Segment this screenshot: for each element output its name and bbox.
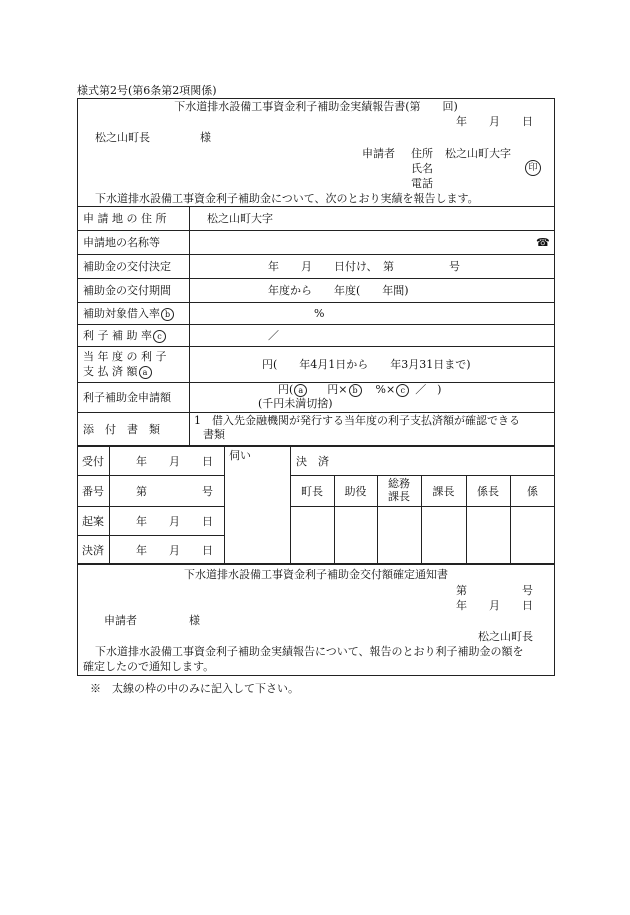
report-date[interactable]: 年 月 日 [456, 115, 533, 128]
addressee: 松之山町長 [95, 131, 150, 144]
mark-c: c [153, 330, 166, 343]
row-label-interest-1: 当 年 度 の 利 子 [83, 350, 167, 363]
settled-label: 決済 [82, 544, 104, 557]
report-intro: 下水道排水設備工事資金利子補助金について、次のとおり実績を報告します。 [95, 192, 479, 205]
row-label-attachment: 添 付 書 類 [83, 423, 160, 436]
row-label-loan-rate: 補助対象借入率 b [83, 307, 174, 321]
row-label-place-name: 申請地の名称等 [83, 236, 160, 249]
settled-date[interactable]: 年 月 日 [136, 544, 213, 557]
row-label-subsidy-rate: 利 子 補 助 率 c [83, 329, 166, 343]
approver-mayor: 町長 [301, 485, 323, 498]
row-divider [77, 230, 555, 231]
row-label-decision: 補助金の交付決定 [83, 260, 171, 273]
row-value-interest[interactable]: 円( 年4月1日から 年3月31日まで) [262, 358, 471, 371]
row-value-address[interactable]: 松之山町大字 [207, 212, 273, 225]
inquiry-label: 伺い [229, 449, 251, 462]
approver-subsection-chief: 係長 [477, 485, 499, 498]
report-title: 下水道排水設備工事資金利子補助金実績報告書(第 回) [174, 100, 458, 113]
notice-addressee: 申請者 [104, 614, 137, 627]
row-label-address: 申 請 地 の 住 所 [83, 212, 167, 225]
received-date[interactable]: 年 月 日 [136, 455, 213, 468]
row-divider [77, 302, 555, 303]
seal-mark: 印 [525, 160, 541, 176]
name-label: 氏名 [411, 162, 433, 175]
number-label: 番号 [82, 485, 104, 498]
row-value-period[interactable]: 年度から 年度( 年間) [268, 284, 409, 297]
phone-icon: ☎ [536, 236, 550, 249]
row-value-attachment-1: 1 借入先金融機関が発行する当年度の利子支払済額が確認できる [194, 414, 520, 427]
received-label: 受付 [82, 455, 104, 468]
row-value-attachment-2: 書類 [203, 428, 225, 441]
row-value-loan-rate[interactable]: % [314, 307, 325, 320]
row-value-subsidy-rate[interactable]: ／ [268, 329, 279, 342]
decision-header: 決 済 [296, 455, 329, 468]
number-value[interactable]: 第 号 [136, 485, 213, 498]
notice-issuer: 松之山町長 [478, 630, 533, 643]
mark-b: b [161, 308, 174, 321]
row-divider [77, 346, 555, 347]
row-label-period: 補助金の交付期間 [83, 284, 171, 297]
notice-body-1: 下水道排水設備工事資金利子補助金実績報告について、報告のとおり利子補助金の額を [95, 645, 524, 658]
approver-deputy: 助役 [344, 485, 367, 498]
row-value-decision[interactable]: 年 月 日付け、 第 号 [268, 260, 461, 273]
applicant-label: 申請者 [362, 147, 395, 160]
mark-a: a [139, 366, 152, 379]
approver-general-affairs: 総務課長 [388, 477, 410, 503]
addressee-sama: 様 [200, 131, 211, 144]
label-column-divider [189, 206, 190, 446]
address-value[interactable]: 松之山町大字 [445, 147, 511, 160]
row-divider [77, 254, 555, 255]
footnote: ※ 太線の枠の中のみに記入して下さい。 [90, 682, 299, 695]
row-divider [77, 278, 555, 279]
row-divider [77, 412, 555, 413]
notice-title: 下水道排水設備工事資金利子補助金交付額確定通知書 [184, 568, 448, 581]
notice-body-2: 確定したので通知します。 [83, 660, 215, 673]
address-label: 住所 [411, 147, 433, 160]
notice-sama: 様 [189, 614, 200, 627]
notice-date: 年 月 日 [456, 599, 533, 612]
row-divider [77, 324, 555, 325]
row-amount-note: (千円未満切捨) [258, 397, 333, 410]
approver-staff: 係 [527, 485, 538, 498]
row-divider [77, 206, 555, 207]
phone-label: 電話 [411, 177, 433, 190]
approver-section-chief: 課長 [432, 485, 455, 498]
form-number: 様式第2号(第6条第2項関係) [77, 84, 217, 97]
row-value-amount-formula[interactable]: 円( a 円× b %× c ／ ) [278, 383, 442, 396]
row-label-interest-2: 支 払 済 額 a [83, 365, 152, 379]
drafted-label: 起案 [82, 515, 104, 528]
row-label-amount: 利子補助金申請額 [83, 391, 171, 404]
drafted-date[interactable]: 年 月 日 [136, 515, 213, 528]
notice-number: 第 号 [456, 584, 533, 597]
